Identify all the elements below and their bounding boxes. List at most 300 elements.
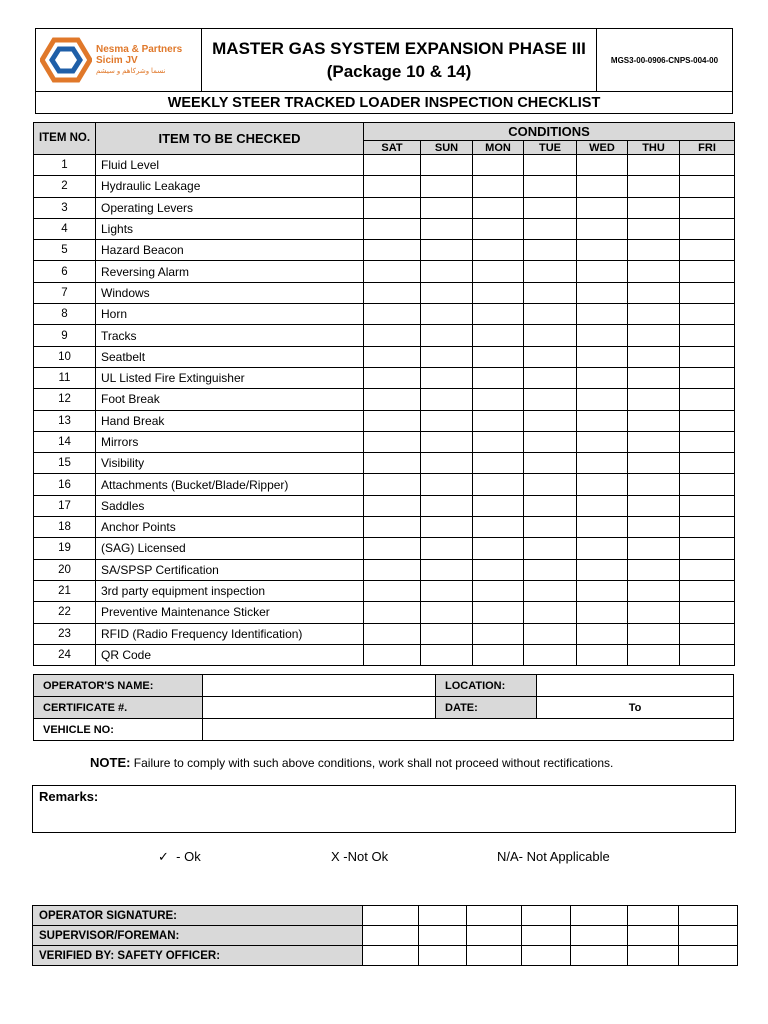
condition-cell-wed[interactable] [577,261,628,282]
condition-cell-thu[interactable] [628,197,680,218]
page-title [202,29,597,92]
condition-cell-thu[interactable] [628,304,680,325]
item-number: 17 [34,495,96,516]
signature-row-operator [33,906,738,926]
condition-cell-fri[interactable] [680,367,735,388]
condition-cell-wed[interactable] [577,282,628,303]
item-label: Operating Levers [96,197,364,218]
checklist-row [34,431,735,452]
signature-cell[interactable] [522,926,571,946]
operator-name-field[interactable] [203,675,436,697]
vehicle-no-field[interactable] [203,719,734,741]
signature-cell[interactable] [363,906,419,926]
item-label: SA/SPSP Certification [96,559,364,580]
condition-cell-wed[interactable] [577,602,628,623]
condition-cell-tue[interactable] [524,431,577,452]
condition-cell-sun[interactable] [421,176,473,197]
checklist-row [34,304,735,325]
checklist-row [34,197,735,218]
condition-cell-thu[interactable] [628,155,680,176]
condition-cell-sun[interactable] [421,410,473,431]
column-header-conditions: CONDITIONS [364,123,735,141]
signature-table [32,905,738,966]
checklist-row [34,389,735,410]
condition-cell-thu[interactable] [628,367,680,388]
checklist-row [34,623,735,644]
condition-cell-tue[interactable] [524,495,577,516]
column-header-item-no: ITEM NO. [34,123,96,155]
condition-cell-tue[interactable] [524,367,577,388]
checklist-row [34,495,735,516]
condition-cell-fri[interactable] [680,559,735,580]
condition-cell-sun[interactable] [421,623,473,644]
note-text: Failure to comply with such above conditions, work shall not proceed without rectifications. [133,756,614,770]
signature-cell[interactable] [467,906,522,926]
condition-cell-sat[interactable] [364,218,421,239]
condition-cell-mon[interactable] [473,474,524,495]
signature-cell[interactable] [363,946,419,966]
condition-cell-tue[interactable] [524,346,577,367]
note-label: NOTE: [90,755,131,770]
item-number: 18 [34,517,96,538]
checklist-row [34,559,735,580]
day-header-sun: SUN [421,141,473,155]
condition-cell-sun[interactable] [421,282,473,303]
item-label: Horn [96,304,364,325]
condition-cell-sun[interactable] [421,453,473,474]
condition-cell-sat[interactable] [364,282,421,303]
condition-cell-thu[interactable] [628,559,680,580]
condition-cell-wed[interactable] [577,580,628,601]
condition-cell-mon[interactable] [473,431,524,452]
condition-cell-mon[interactable] [473,559,524,580]
condition-cell-wed[interactable] [577,559,628,580]
condition-cell-thu[interactable] [628,176,680,197]
signature-cell[interactable] [419,906,467,926]
signature-cell[interactable] [467,926,522,946]
logo-name-line1: Nesma & Partners [96,44,183,56]
item-number: 20 [34,559,96,580]
date-field[interactable] [537,697,734,719]
condition-cell-sat[interactable] [364,410,421,431]
condition-cell-mon[interactable] [473,218,524,239]
condition-cell-sat[interactable] [364,176,421,197]
checklist-row [34,176,735,197]
checklist-row [34,474,735,495]
item-number: 8 [34,304,96,325]
condition-cell-thu[interactable] [628,410,680,431]
condition-cell-mon[interactable] [473,495,524,516]
condition-cell-wed[interactable] [577,474,628,495]
condition-cell-wed[interactable] [577,538,628,559]
condition-cell-tue[interactable] [524,559,577,580]
signature-row-supervisor [33,926,738,946]
safety-officer-label: VERIFIED BY: SAFETY OFFICER: [33,946,363,966]
signature-cell[interactable] [467,946,522,966]
condition-cell-fri[interactable] [680,495,735,516]
item-label: Windows [96,282,364,303]
condition-cell-sat[interactable] [364,261,421,282]
item-label: Reversing Alarm [96,261,364,282]
condition-cell-wed[interactable] [577,197,628,218]
condition-cell-sat[interactable] [364,580,421,601]
checklist-body [34,155,735,666]
condition-cell-thu[interactable] [628,580,680,601]
condition-cell-fri[interactable] [680,453,735,474]
condition-cell-mon[interactable] [473,346,524,367]
condition-cell-tue[interactable] [524,240,577,261]
item-label: Visibility [96,453,364,474]
condition-cell-sat[interactable] [364,644,421,665]
item-label: Mirrors [96,431,364,452]
condition-cell-thu[interactable] [628,218,680,239]
condition-cell-mon[interactable] [473,282,524,303]
condition-cell-mon[interactable] [473,623,524,644]
item-number: 5 [34,240,96,261]
checklist-row [34,155,735,176]
condition-cell-thu[interactable] [628,240,680,261]
condition-cell-sun[interactable] [421,346,473,367]
condition-cell-mon[interactable] [473,325,524,346]
condition-cell-wed[interactable] [577,623,628,644]
signature-cell[interactable] [363,926,419,946]
item-number: 11 [34,367,96,388]
item-number: 4 [34,218,96,239]
date-label: DATE: [436,697,537,719]
condition-cell-tue[interactable] [524,644,577,665]
item-number: 2 [34,176,96,197]
condition-cell-mon[interactable] [473,176,524,197]
item-number: 1 [34,155,96,176]
condition-cell-fri[interactable] [680,623,735,644]
condition-cell-sun[interactable] [421,261,473,282]
title-line2: (Package 10 & 14) [326,62,472,81]
condition-cell-tue[interactable] [524,410,577,431]
condition-cell-mon[interactable] [473,538,524,559]
item-number: 23 [34,623,96,644]
location-label: LOCATION: [436,675,537,697]
condition-cell-sun[interactable] [421,538,473,559]
condition-cell-wed[interactable] [577,155,628,176]
condition-cell-tue[interactable] [524,474,577,495]
checklist-row [34,517,735,538]
item-label: Attachments (Bucket/Blade/Ripper) [96,474,364,495]
condition-cell-tue[interactable] [524,538,577,559]
item-label: Saddles [96,495,364,516]
condition-cell-wed[interactable] [577,517,628,538]
item-number: 16 [34,474,96,495]
condition-cell-thu[interactable] [628,453,680,474]
item-number: 22 [34,602,96,623]
condition-cell-wed[interactable] [577,389,628,410]
condition-cell-thu[interactable] [628,602,680,623]
condition-cell-sun[interactable] [421,240,473,261]
condition-cell-mon[interactable] [473,240,524,261]
condition-cell-tue[interactable] [524,304,577,325]
condition-cell-mon[interactable] [473,304,524,325]
condition-cell-thu[interactable] [628,389,680,410]
condition-cell-sun[interactable] [421,517,473,538]
condition-cell-mon[interactable] [473,389,524,410]
operator-name-label: OPERATOR'S NAME: [34,675,203,697]
item-label: (SAG) Licensed [96,538,364,559]
condition-cell-tue[interactable] [524,602,577,623]
condition-cell-sat[interactable] [364,155,421,176]
item-label: Hazard Beacon [96,240,364,261]
item-number: 13 [34,410,96,431]
checklist-row [34,602,735,623]
item-label: UL Listed Fire Extinguisher [96,367,364,388]
signature-cell[interactable] [628,906,679,926]
condition-cell-sat[interactable] [364,453,421,474]
condition-cell-sun[interactable] [421,218,473,239]
condition-cell-tue[interactable] [524,261,577,282]
signature-cell[interactable] [419,926,467,946]
condition-cell-sat[interactable] [364,389,421,410]
item-label: Foot Break [96,389,364,410]
condition-cell-sat[interactable] [364,197,421,218]
condition-cell-sun[interactable] [421,495,473,516]
condition-cell-sat[interactable] [364,623,421,644]
condition-cell-sat[interactable] [364,431,421,452]
condition-cell-mon[interactable] [473,602,524,623]
condition-cell-fri[interactable] [680,218,735,239]
item-number: 10 [34,346,96,367]
condition-cell-tue[interactable] [524,155,577,176]
condition-cell-thu[interactable] [628,346,680,367]
condition-cell-thu[interactable] [628,431,680,452]
item-number: 6 [34,261,96,282]
condition-cell-mon[interactable] [473,410,524,431]
day-header-wed: WED [577,141,628,155]
item-label: Hydraulic Leakage [96,176,364,197]
condition-cell-tue[interactable] [524,623,577,644]
condition-cell-fri[interactable] [680,602,735,623]
location-field[interactable] [537,675,734,697]
condition-cell-fri[interactable] [680,325,735,346]
certificate-label: CERTIFICATE #. [34,697,203,719]
checklist-row [34,410,735,431]
condition-cell-mon[interactable] [473,155,524,176]
company-logo [36,36,201,84]
condition-cell-fri[interactable] [680,261,735,282]
signature-cell[interactable] [628,946,679,966]
condition-cell-sat[interactable] [364,346,421,367]
item-number: 7 [34,282,96,303]
condition-cell-sun[interactable] [421,325,473,346]
checklist-row [34,538,735,559]
condition-cell-wed[interactable] [577,453,628,474]
checklist-row [34,240,735,261]
condition-cell-sun[interactable] [421,580,473,601]
column-header-item: ITEM TO BE CHECKED [96,123,364,155]
condition-cell-mon[interactable] [473,261,524,282]
item-number: 21 [34,580,96,601]
condition-cell-fri[interactable] [680,389,735,410]
inspection-checklist-table [33,122,735,666]
day-header-mon: MON [473,141,524,155]
signature-cell[interactable] [522,906,571,926]
condition-cell-wed[interactable] [577,304,628,325]
signature-cell[interactable] [571,926,628,946]
checklist-row [34,367,735,388]
condition-cell-sat[interactable] [364,602,421,623]
day-header-sat: SAT [364,141,421,155]
item-label: Hand Break [96,410,364,431]
signature-cell[interactable] [679,926,738,946]
condition-cell-fri[interactable] [680,155,735,176]
condition-cell-tue[interactable] [524,580,577,601]
condition-cell-fri[interactable] [680,176,735,197]
condition-cell-thu[interactable] [628,623,680,644]
item-number: 14 [34,431,96,452]
signature-cell[interactable] [571,946,628,966]
item-label: Anchor Points [96,517,364,538]
condition-cell-sun[interactable] [421,367,473,388]
logo-arabic-text: نسما وشركاهم و سيشم [96,68,166,76]
operator-signature-label: OPERATOR SIGNATURE: [33,906,363,926]
condition-cell-tue[interactable] [524,218,577,239]
signature-cell[interactable] [571,906,628,926]
condition-cell-tue[interactable] [524,453,577,474]
remarks-box[interactable] [32,785,736,833]
item-number: 3 [34,197,96,218]
condition-cell-fri[interactable] [680,304,735,325]
condition-cell-fri[interactable] [680,431,735,452]
legend-not-ok: X -Not Ok [331,849,389,864]
condition-cell-sun[interactable] [421,304,473,325]
day-header-fri: FRI [680,141,735,155]
item-number: 9 [34,325,96,346]
condition-cell-thu[interactable] [628,474,680,495]
checklist-row [34,325,735,346]
item-label: Lights [96,218,364,239]
condition-cell-wed[interactable] [577,410,628,431]
condition-cell-mon[interactable] [473,197,524,218]
condition-cell-fri[interactable] [680,517,735,538]
condition-cell-sun[interactable] [421,431,473,452]
condition-cell-sun[interactable] [421,602,473,623]
certificate-field[interactable] [203,697,436,719]
condition-cell-thu[interactable] [628,644,680,665]
condition-cell-sat[interactable] [364,495,421,516]
condition-cell-fri[interactable] [680,346,735,367]
checklist-row [34,453,735,474]
checkmark-icon: ✓ [158,849,169,864]
condition-cell-wed[interactable] [577,240,628,261]
checklist-row [34,644,735,665]
condition-cell-sun[interactable] [421,389,473,410]
signature-row-safety-officer [33,946,738,966]
condition-cell-wed[interactable] [577,644,628,665]
condition-cell-sat[interactable] [364,304,421,325]
condition-cell-sun[interactable] [421,644,473,665]
condition-cell-wed[interactable] [577,218,628,239]
legend-not-applicable: N/A- Not Applicable [497,849,610,864]
signature-cell[interactable] [522,946,571,966]
condition-cell-fri[interactable] [680,282,735,303]
legend-ok [158,849,201,865]
note [90,755,613,770]
condition-cell-sun[interactable] [421,155,473,176]
condition-cell-tue[interactable] [524,517,577,538]
signature-cell[interactable] [679,946,738,966]
condition-cell-mon[interactable] [473,453,524,474]
condition-cell-sat[interactable] [364,474,421,495]
condition-cell-fri[interactable] [680,410,735,431]
item-number: 19 [34,538,96,559]
condition-cell-fri[interactable] [680,580,735,601]
condition-cell-sat[interactable] [364,240,421,261]
condition-cell-tue[interactable] [524,325,577,346]
condition-cell-tue[interactable] [524,389,577,410]
condition-cell-tue[interactable] [524,282,577,303]
condition-cell-sun[interactable] [421,197,473,218]
condition-cell-thu[interactable] [628,261,680,282]
condition-cell-mon[interactable] [473,517,524,538]
condition-cell-tue[interactable] [524,197,577,218]
condition-cell-fri[interactable] [680,197,735,218]
checklist-row [34,261,735,282]
condition-cell-mon[interactable] [473,367,524,388]
condition-cell-wed[interactable] [577,325,628,346]
checklist-row [34,282,735,303]
logo-name-line2: Sicim JV [96,55,138,67]
item-label: Tracks [96,325,364,346]
checklist-row [34,218,735,239]
condition-cell-fri[interactable] [680,240,735,261]
condition-cell-fri[interactable] [680,474,735,495]
condition-cell-sat[interactable] [364,538,421,559]
condition-cell-mon[interactable] [473,644,524,665]
remarks-label: Remarks: [39,789,99,804]
condition-cell-thu[interactable] [628,495,680,516]
title-line1: MASTER GAS SYSTEM EXPANSION PHASE III [212,39,586,58]
operator-info-table [33,674,734,741]
condition-cell-sat[interactable] [364,325,421,346]
condition-cell-sat[interactable] [364,367,421,388]
condition-cell-thu[interactable] [628,517,680,538]
condition-cell-wed[interactable] [577,176,628,197]
checklist-row [34,346,735,367]
condition-cell-wed[interactable] [577,367,628,388]
document-code: MGS3-00-0906-CNPS-004-00 [597,29,733,92]
condition-cell-wed[interactable] [577,495,628,516]
checklist-subtitle: WEEKLY STEER TRACKED LOADER INSPECTION CHECKLIST [35,92,733,114]
condition-cell-thu[interactable] [628,538,680,559]
condition-cell-sat[interactable] [364,517,421,538]
day-header-thu: THU [628,141,680,155]
condition-cell-sun[interactable] [421,474,473,495]
condition-cell-thu[interactable] [628,325,680,346]
signature-cell[interactable] [628,926,679,946]
signature-cell[interactable] [419,946,467,966]
item-number: 12 [34,389,96,410]
condition-cell-fri[interactable] [680,538,735,559]
condition-cell-sun[interactable] [421,559,473,580]
item-label: Fluid Level [96,155,364,176]
condition-cell-wed[interactable] [577,346,628,367]
condition-cell-mon[interactable] [473,580,524,601]
condition-cell-sat[interactable] [364,559,421,580]
condition-cell-wed[interactable] [577,431,628,452]
logo-hexagon-icon [40,36,92,84]
signature-cell[interactable] [679,906,738,926]
condition-cell-fri[interactable] [680,644,735,665]
condition-cell-thu[interactable] [628,282,680,303]
item-label: Seatbelt [96,346,364,367]
condition-cell-tue[interactable] [524,176,577,197]
